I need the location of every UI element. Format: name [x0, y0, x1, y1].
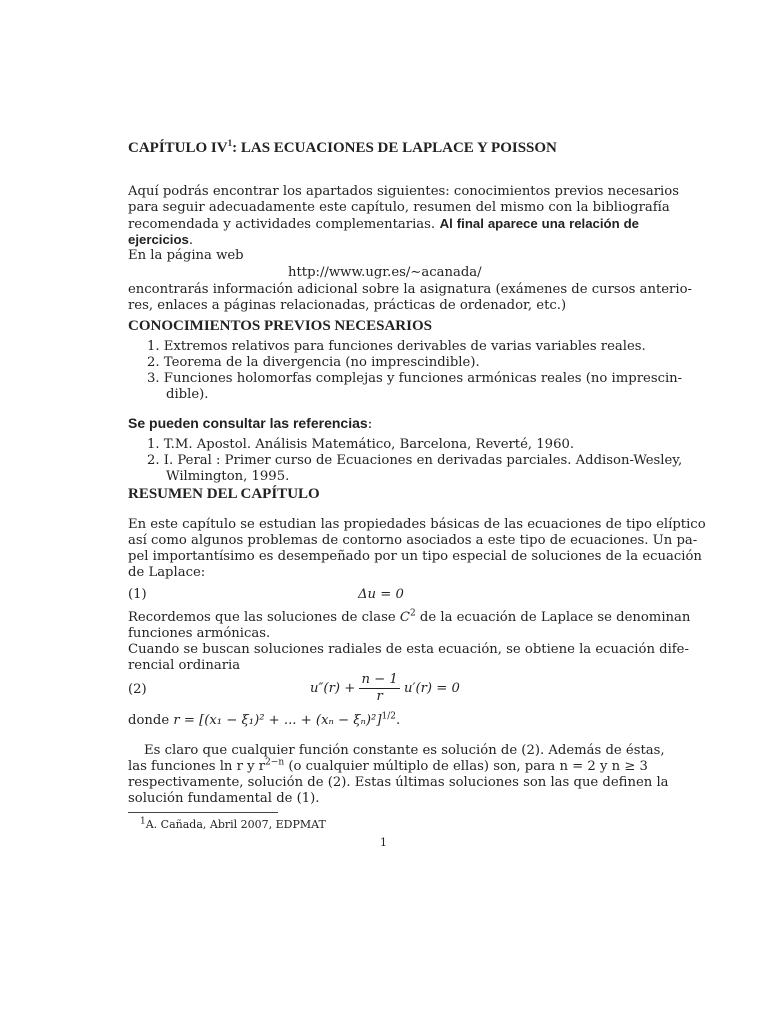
prereq-item-1: 1. Extremos relativos para funciones derivables de varias variables reales.: [147, 339, 646, 354]
prereq-item-3: 3. Funciones holomorfas complejas y funciones armónicas reales (no imprescin-: [147, 371, 683, 386]
intro-line-1: Aquí podrás encontrar los apartados siguientes: conocimientos previos necesarios: [128, 184, 679, 199]
prereq-item-2: 2. Teorema de la divergencia (no imprescindible).: [147, 355, 480, 370]
summary-heading: RESUMEN DEL CAPÍTULO: [128, 486, 320, 502]
eq2-ode: u″(r) + $\frac{n - 1}{r}$ u′(r) = 0: [310, 672, 460, 704]
intro-after-2: res, enlaces a páginas relacionadas, prácticas de ordenador, etc.): [128, 298, 567, 313]
ref-item-2-cont: Wilmington, 1995.: [166, 469, 290, 484]
footnote: $^1$A. Cañada, Abril 2007, EDPMAT: [140, 816, 326, 831]
ref-item-1: 1. T.M. Apostol. Análisis Matemático, Barcelona, Reverté, 1960.: [147, 437, 575, 452]
summary-p4-line2: las funciones ln r y $r^{2-n}$ (o cualquier múltiplo de ellas) son, para n = 2 y n ≥ 3: [128, 757, 648, 774]
intro-line-3: recomendada y actividades complementarias. Al final aparece una relación de: [128, 216, 639, 232]
summary-p1-line3: pel importantísimo es desempeñado por un tipo especial de soluciones de la ecuación: [128, 549, 702, 564]
prereq-heading: CONOCIMIENTOS PREVIOS NECESARIOS: [128, 318, 432, 334]
intro-line-2: para seguir adecuadamente este capítulo, resumen del mismo con la bibliografía: [128, 200, 670, 215]
r-definition: donde r = [(x₁ − ξ₁)² + ... + (xₙ − ξₙ)²]$^{1/2}$.: [128, 711, 401, 728]
summary-p2-line1: Recordemos que las soluciones de clase $C^2$ de la ecuación de Laplace se denominan: [128, 608, 691, 625]
summary-p4-line3: respectivamente, solución de (2). Estas últimas soluciones son las que definen la: [128, 775, 669, 790]
prereq-item-3-cont: dible).: [166, 387, 209, 402]
summary-p3-line2: rencial ordinaria: [128, 658, 241, 673]
refs-heading: Se pueden consultar las referencias:: [128, 415, 373, 432]
ref-item-2: 2. I. Peral : Primer curso de Ecuaciones en derivadas parciales. Addison-Wesley,: [147, 453, 683, 468]
eq1-label: (1): [128, 587, 147, 602]
page-number: 1: [380, 836, 387, 849]
summary-p1-line2: así como algunos problemas de contorno asociados a este tipo de ecuaciones. Un pa-: [128, 533, 698, 548]
summary-p4-line1: Es claro que cualquier función constante es solución de (2). Además de éstas,: [144, 743, 665, 758]
intro-line-4: ejercicios.: [128, 232, 194, 248]
course-url-link[interactable]: http://www.ugr.es/∼acanada/: [288, 265, 482, 280]
eq2-label: (2): [128, 682, 147, 697]
web-intro: En la página web: [128, 248, 244, 263]
summary-p1-line4: de Laplace:: [128, 565, 206, 580]
eq1-laplace: Δu = 0: [358, 587, 404, 602]
summary-p1-line1: En este capítulo se estudian las propiedades básicas de las ecuaciones de tipo elíptico: [128, 517, 706, 532]
summary-p3-line1: Cuando se buscan soluciones radiales de esta ecuación, se obtiene la ecuación dife-: [128, 642, 689, 657]
chapter-title: CAPÍTULO $IV^1$: LAS ECUACIONES DE LAPLACE Y POISSON: [128, 138, 557, 156]
summary-p4-line4: solución fundamental de (1).: [128, 791, 320, 806]
footnote-rule: [128, 812, 278, 813]
intro-after-1: encontrarás información adicional sobre la asignatura (exámenes de cursos anterio-: [128, 282, 692, 297]
summary-p2-line2: funciones armónicas.: [128, 626, 271, 641]
